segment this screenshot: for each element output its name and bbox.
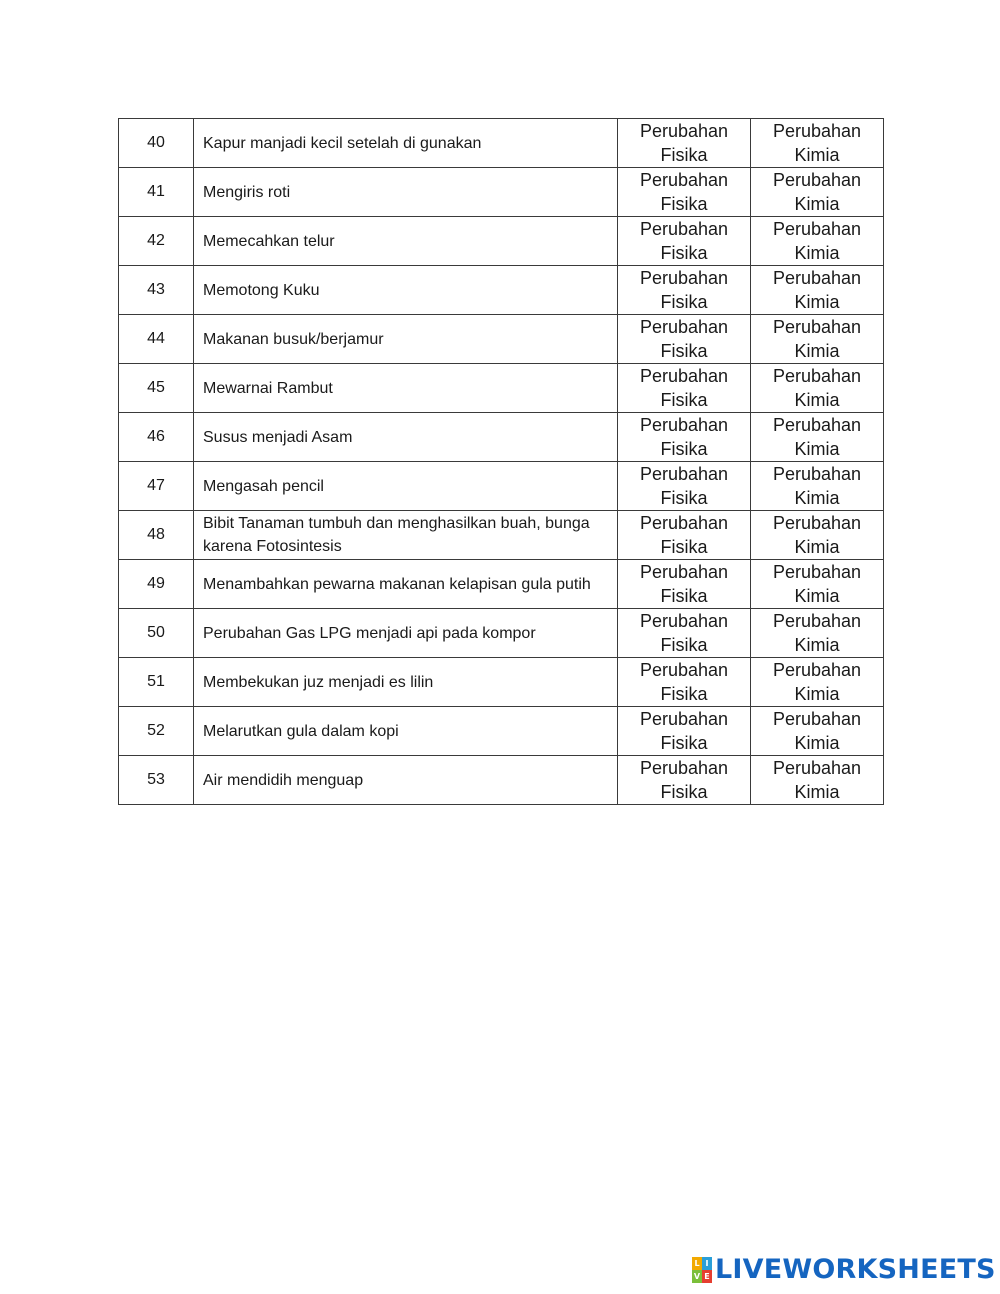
option-label-line: Kimia bbox=[794, 292, 840, 312]
option-label-line: Perubahan bbox=[772, 660, 862, 680]
option-perubahan-kimia[interactable] bbox=[751, 413, 884, 462]
question-statement: Mengiris roti bbox=[194, 168, 618, 217]
question-statement: Perubahan Gas LPG menjadi api pada kompor bbox=[194, 609, 618, 658]
option-label-line: Fisika bbox=[660, 488, 708, 508]
question-number: 47 bbox=[119, 462, 194, 511]
option-label-line: Perubahan bbox=[772, 366, 862, 386]
option-label-line: Kimia bbox=[794, 488, 840, 508]
option-label-line: Perubahan bbox=[772, 758, 862, 778]
option-label-line: Fisika bbox=[660, 292, 708, 312]
table-row bbox=[119, 511, 884, 560]
option-label-line: Perubahan bbox=[639, 709, 729, 729]
option-perubahan-kimia[interactable] bbox=[751, 560, 884, 609]
option-label-line: Kimia bbox=[794, 537, 840, 557]
option-label-line: Kimia bbox=[794, 684, 840, 704]
option-label-line: Perubahan bbox=[772, 317, 862, 337]
option-label-line: Perubahan bbox=[772, 513, 862, 533]
table-row bbox=[119, 364, 884, 413]
table-row bbox=[119, 462, 884, 511]
option-label-line: Kimia bbox=[794, 439, 840, 459]
option-label-line: Perubahan bbox=[772, 464, 862, 484]
option-label-line: Perubahan bbox=[772, 562, 862, 582]
option-label-line: Fisika bbox=[660, 194, 708, 214]
option-label-line: Perubahan bbox=[639, 660, 729, 680]
question-statement: Memotong Kuku bbox=[194, 266, 618, 315]
option-perubahan-fisika[interactable] bbox=[618, 756, 751, 805]
question-statement: Bibit Tanaman tumbuh dan menghasilkan buah, bunga karena Fotosintesis bbox=[194, 511, 618, 560]
option-perubahan-fisika[interactable] bbox=[618, 560, 751, 609]
option-perubahan-kimia[interactable] bbox=[751, 266, 884, 315]
option-perubahan-fisika[interactable] bbox=[618, 217, 751, 266]
option-label-line: Fisika bbox=[660, 145, 708, 165]
logo-mark-letter: I bbox=[702, 1257, 712, 1270]
table-row bbox=[119, 168, 884, 217]
option-label-line: Kimia bbox=[794, 782, 840, 802]
option-label-line: Kimia bbox=[794, 635, 840, 655]
question-statement: Susus menjadi Asam bbox=[194, 413, 618, 462]
question-statement: Makanan busuk/berjamur bbox=[194, 315, 618, 364]
option-label-line: Perubahan bbox=[772, 268, 862, 288]
question-statement: Membekukan juz menjadi es lilin bbox=[194, 658, 618, 707]
option-perubahan-fisika[interactable] bbox=[618, 658, 751, 707]
option-perubahan-fisika[interactable] bbox=[618, 511, 751, 560]
option-label-line: Fisika bbox=[660, 341, 708, 361]
option-label-line: Fisika bbox=[660, 439, 708, 459]
option-perubahan-fisika[interactable] bbox=[618, 168, 751, 217]
question-number: 41 bbox=[119, 168, 194, 217]
question-number: 40 bbox=[119, 119, 194, 168]
table-row bbox=[119, 217, 884, 266]
question-number: 46 bbox=[119, 413, 194, 462]
option-label-line: Perubahan bbox=[639, 611, 729, 631]
option-perubahan-kimia[interactable] bbox=[751, 315, 884, 364]
question-number: 42 bbox=[119, 217, 194, 266]
option-label-line: Fisika bbox=[660, 684, 708, 704]
option-label-line: Perubahan bbox=[772, 170, 862, 190]
option-label-line: Perubahan bbox=[772, 415, 862, 435]
table-row bbox=[119, 266, 884, 315]
option-perubahan-kimia[interactable] bbox=[751, 168, 884, 217]
option-label-line: Fisika bbox=[660, 733, 708, 753]
option-label-line: Fisika bbox=[660, 586, 708, 606]
option-perubahan-kimia[interactable] bbox=[751, 609, 884, 658]
option-label-line: Perubahan bbox=[639, 317, 729, 337]
option-label-line: Kimia bbox=[794, 243, 840, 263]
option-label-line: Kimia bbox=[794, 341, 840, 361]
option-label-line: Kimia bbox=[794, 145, 840, 165]
option-label-line: Fisika bbox=[660, 243, 708, 263]
option-label-line: Perubahan bbox=[639, 366, 729, 386]
option-label-line: Perubahan bbox=[639, 219, 729, 239]
table-row bbox=[119, 413, 884, 462]
question-statement: Kapur manjadi kecil setelah di gunakan bbox=[194, 119, 618, 168]
option-perubahan-kimia[interactable] bbox=[751, 462, 884, 511]
option-label-line: Kimia bbox=[794, 194, 840, 214]
option-label-line: Perubahan bbox=[772, 709, 862, 729]
liveworksheets-logo-icon bbox=[692, 1257, 712, 1283]
option-label-line: Fisika bbox=[660, 782, 708, 802]
question-table-body bbox=[119, 119, 884, 805]
question-number: 48 bbox=[119, 511, 194, 560]
option-perubahan-fisika[interactable] bbox=[618, 119, 751, 168]
option-perubahan-kimia[interactable] bbox=[751, 217, 884, 266]
question-number: 51 bbox=[119, 658, 194, 707]
liveworksheets-logo-text: LIVEWORKSHEETS bbox=[715, 1254, 996, 1285]
table-row bbox=[119, 560, 884, 609]
question-number: 49 bbox=[119, 560, 194, 609]
option-label-line: Perubahan bbox=[639, 170, 729, 190]
question-number: 50 bbox=[119, 609, 194, 658]
option-label-line: Perubahan bbox=[639, 464, 729, 484]
option-perubahan-fisika[interactable] bbox=[618, 266, 751, 315]
option-label-line: Perubahan bbox=[772, 219, 862, 239]
question-statement: Mengasah pencil bbox=[194, 462, 618, 511]
option-label-line: Perubahan bbox=[639, 758, 729, 778]
option-label-line: Perubahan bbox=[639, 562, 729, 582]
liveworksheets-logo bbox=[692, 1256, 996, 1284]
table-row bbox=[119, 658, 884, 707]
option-perubahan-kimia[interactable] bbox=[751, 119, 884, 168]
option-perubahan-kimia[interactable] bbox=[751, 756, 884, 805]
option-perubahan-fisika[interactable] bbox=[618, 707, 751, 756]
question-statement: Mewarnai Rambut bbox=[194, 364, 618, 413]
question-statement: Memecahkan telur bbox=[194, 217, 618, 266]
question-number: 52 bbox=[119, 707, 194, 756]
option-label-line: Perubahan bbox=[639, 121, 729, 141]
option-perubahan-fisika[interactable] bbox=[618, 413, 751, 462]
logo-mark-letter: L bbox=[692, 1257, 702, 1270]
option-label-line: Fisika bbox=[660, 390, 708, 410]
table-row bbox=[119, 756, 884, 805]
option-label-line: Kimia bbox=[794, 586, 840, 606]
option-label-line: Perubahan bbox=[772, 121, 862, 141]
option-label-line: Perubahan bbox=[772, 611, 862, 631]
option-perubahan-fisika[interactable] bbox=[618, 364, 751, 413]
logo-mark-letter: E bbox=[702, 1270, 712, 1283]
table-row bbox=[119, 315, 884, 364]
option-label-line: Perubahan bbox=[639, 513, 729, 533]
option-label-line: Fisika bbox=[660, 537, 708, 557]
option-perubahan-kimia[interactable] bbox=[751, 707, 884, 756]
question-number: 53 bbox=[119, 756, 194, 805]
question-statement: Melarutkan gula dalam kopi bbox=[194, 707, 618, 756]
option-perubahan-kimia[interactable] bbox=[751, 658, 884, 707]
question-statement: Air mendidih menguap bbox=[194, 756, 618, 805]
option-label-line: Kimia bbox=[794, 390, 840, 410]
logo-mark-letter: V bbox=[693, 1272, 701, 1281]
option-perubahan-fisika[interactable] bbox=[618, 609, 751, 658]
option-perubahan-fisika[interactable] bbox=[618, 315, 751, 364]
option-perubahan-fisika[interactable] bbox=[618, 462, 751, 511]
option-label-line: Perubahan bbox=[639, 415, 729, 435]
question-table bbox=[118, 118, 884, 805]
question-number: 43 bbox=[119, 266, 194, 315]
option-label-line: Perubahan bbox=[639, 268, 729, 288]
question-number: 45 bbox=[119, 364, 194, 413]
table-row bbox=[119, 707, 884, 756]
question-statement: Menambahkan pewarna makanan kelapisan gula putih bbox=[194, 560, 618, 609]
table-row bbox=[119, 609, 884, 658]
question-number: 44 bbox=[119, 315, 194, 364]
option-perubahan-kimia[interactable] bbox=[751, 364, 884, 413]
option-label-line: Fisika bbox=[660, 635, 708, 655]
option-perubahan-kimia[interactable] bbox=[751, 511, 884, 560]
option-label-line: Kimia bbox=[794, 733, 840, 753]
table-row bbox=[119, 119, 884, 168]
